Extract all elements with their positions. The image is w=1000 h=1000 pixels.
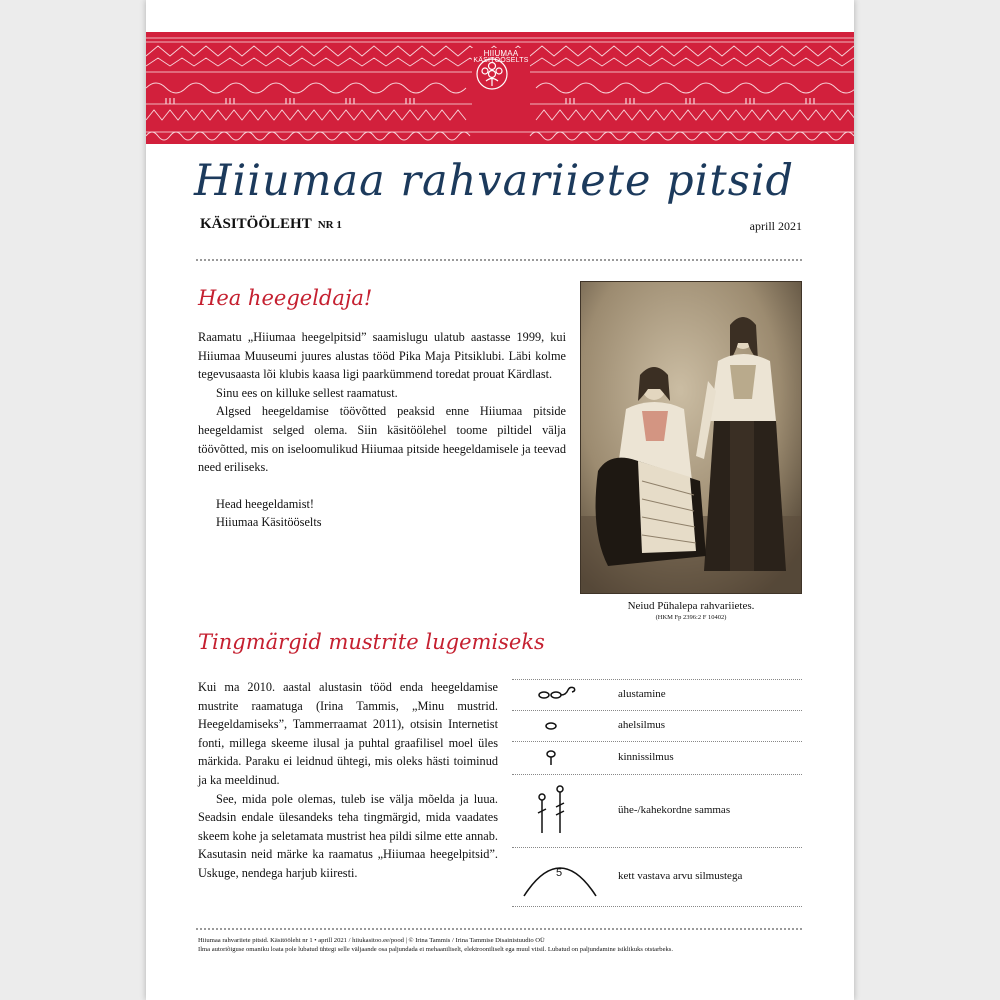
paragraph: Kui ma 2010. aastal alustasin tööd enda heegeldamise mustrite raamatuga (Irina Tammis, „Minu mustrid. Heegeldamiseks”, Tammerraamat 2011), otsisin Internetist fonti, millega skeeme ilusal ja puhtal graafilisel moel üles märkida. Paraku ei leidnud ühtegi, mis oleks hästi toiminud ja ka meeldinud. bbox=[198, 680, 498, 787]
page-title: Hiiumaa rahvariiete pitsid bbox=[194, 156, 795, 206]
legend-label: ühe-/kahekordne sammas bbox=[618, 804, 731, 816]
issue-label bbox=[200, 216, 342, 233]
chain-stitch-symbol-icon bbox=[512, 711, 612, 741]
legend-row bbox=[512, 847, 802, 907]
paragraph: Sinu ees on killuke sellest raamatust. bbox=[216, 385, 398, 400]
divider-top bbox=[196, 259, 802, 261]
stitch-symbol-legend bbox=[512, 679, 802, 907]
issue-number: NR 1 bbox=[317, 219, 342, 231]
page-footer bbox=[198, 936, 802, 954]
flower-ornament-icon bbox=[472, 54, 512, 94]
arc-number: 5 bbox=[556, 867, 563, 879]
logo-line-2: KÄSITÖÖSELTS bbox=[473, 57, 529, 64]
divider-bottom bbox=[196, 928, 802, 930]
section-heading-symbols: Tingmärgid mustrite lugemiseks bbox=[198, 630, 545, 654]
issue-date: aprill 2021 bbox=[749, 219, 802, 233]
paragraph: See, mida pole olemas, tuleb ise välja mõelda ja luua. Seadsin endale ülesandeks teha tingmärgid, mida vaadates skeem kohe ja seletamata mustrist hea pildi silme ette annab. Kasutasin neid märke ka raamatus „Hiiumaa heegelpitsid”. Uskuge, nendega harjub kiiresti. bbox=[198, 791, 498, 880]
footer-line-2: Ilma autoriõiguse omaniku loata pole lubatud ühtegi selle väljaande osa paljundada ei mehaaniliselt, elektrooniliselt ega muul viisil. Lubatud on paljundamine isiklikuks otstarbeks. bbox=[198, 946, 674, 953]
paragraph: Algsed heegeldamise töövõtted peaksid enne Hiiumaa pitside heegeldamist selged olema. Siin käsitöölehel toome piltidel välja töövõtted, mis on iseloomulikud Hiiumaa pitside heegeldamisele ja teevad need eriliseks. bbox=[198, 404, 566, 475]
legend-label: kinnissilmus bbox=[618, 751, 674, 763]
logo-line-1: HIIUMAA bbox=[483, 49, 519, 58]
legend-label: alustamine bbox=[618, 688, 666, 700]
legend-row bbox=[512, 679, 802, 710]
hiiumaa-kasitooselts-logo bbox=[472, 48, 530, 128]
section-greeting-text bbox=[198, 328, 566, 532]
photo-caption-text: Neiud Pühalepa rahvariietes. bbox=[627, 600, 755, 612]
newsletter-page bbox=[146, 0, 854, 1000]
historical-photo bbox=[580, 281, 802, 594]
arc-count-symbol-icon bbox=[512, 848, 612, 906]
paragraph: Raamatu „Hiiumaa heegelpitsid” saamislugu ulatub aastasse 1999, kui Hiiumaa Muuseumi juures alustas tööd Pika Maja Pitsiklubi. Läbi kolme tegevusaasta lõi klubis kaasa ligi paarkümmend toredat prouat Kärdlast. bbox=[198, 330, 566, 382]
footer-line-1: Hiiumaa rahvariiete pitsid. Käsitööleht nr 1 • aprill 2021 / hiiukasitoo.ee/pood | © Irina Tammis / Irina Tammise Disainistuudio OÜ bbox=[198, 937, 545, 944]
section-heading-greeting: Hea heegeldaja! bbox=[198, 286, 373, 310]
legend-label: ahelsilmus bbox=[618, 719, 666, 731]
legend-row bbox=[512, 741, 802, 774]
signoff-line: Head heegeldamist! bbox=[216, 496, 314, 511]
legend-row bbox=[512, 774, 802, 847]
photo-caption bbox=[580, 600, 802, 621]
legend-label: kett vastava arvu silmustega bbox=[618, 870, 743, 882]
lace-pattern-banner bbox=[146, 32, 854, 144]
slip-stitch-symbol-icon bbox=[512, 742, 612, 774]
two-women-photo-image bbox=[580, 281, 802, 594]
double-treble-symbol-icon bbox=[512, 775, 612, 847]
photo-reference: (HKM Fp 2396:2 F 10402) bbox=[655, 614, 727, 621]
issue-name: KÄSITÖÖLEHT bbox=[200, 216, 312, 232]
signoff-line: Hiiumaa Käsitööselts bbox=[216, 515, 322, 530]
start-chain-symbol-icon bbox=[512, 680, 612, 710]
legend-row bbox=[512, 710, 802, 741]
section-symbols-text bbox=[198, 678, 498, 883]
